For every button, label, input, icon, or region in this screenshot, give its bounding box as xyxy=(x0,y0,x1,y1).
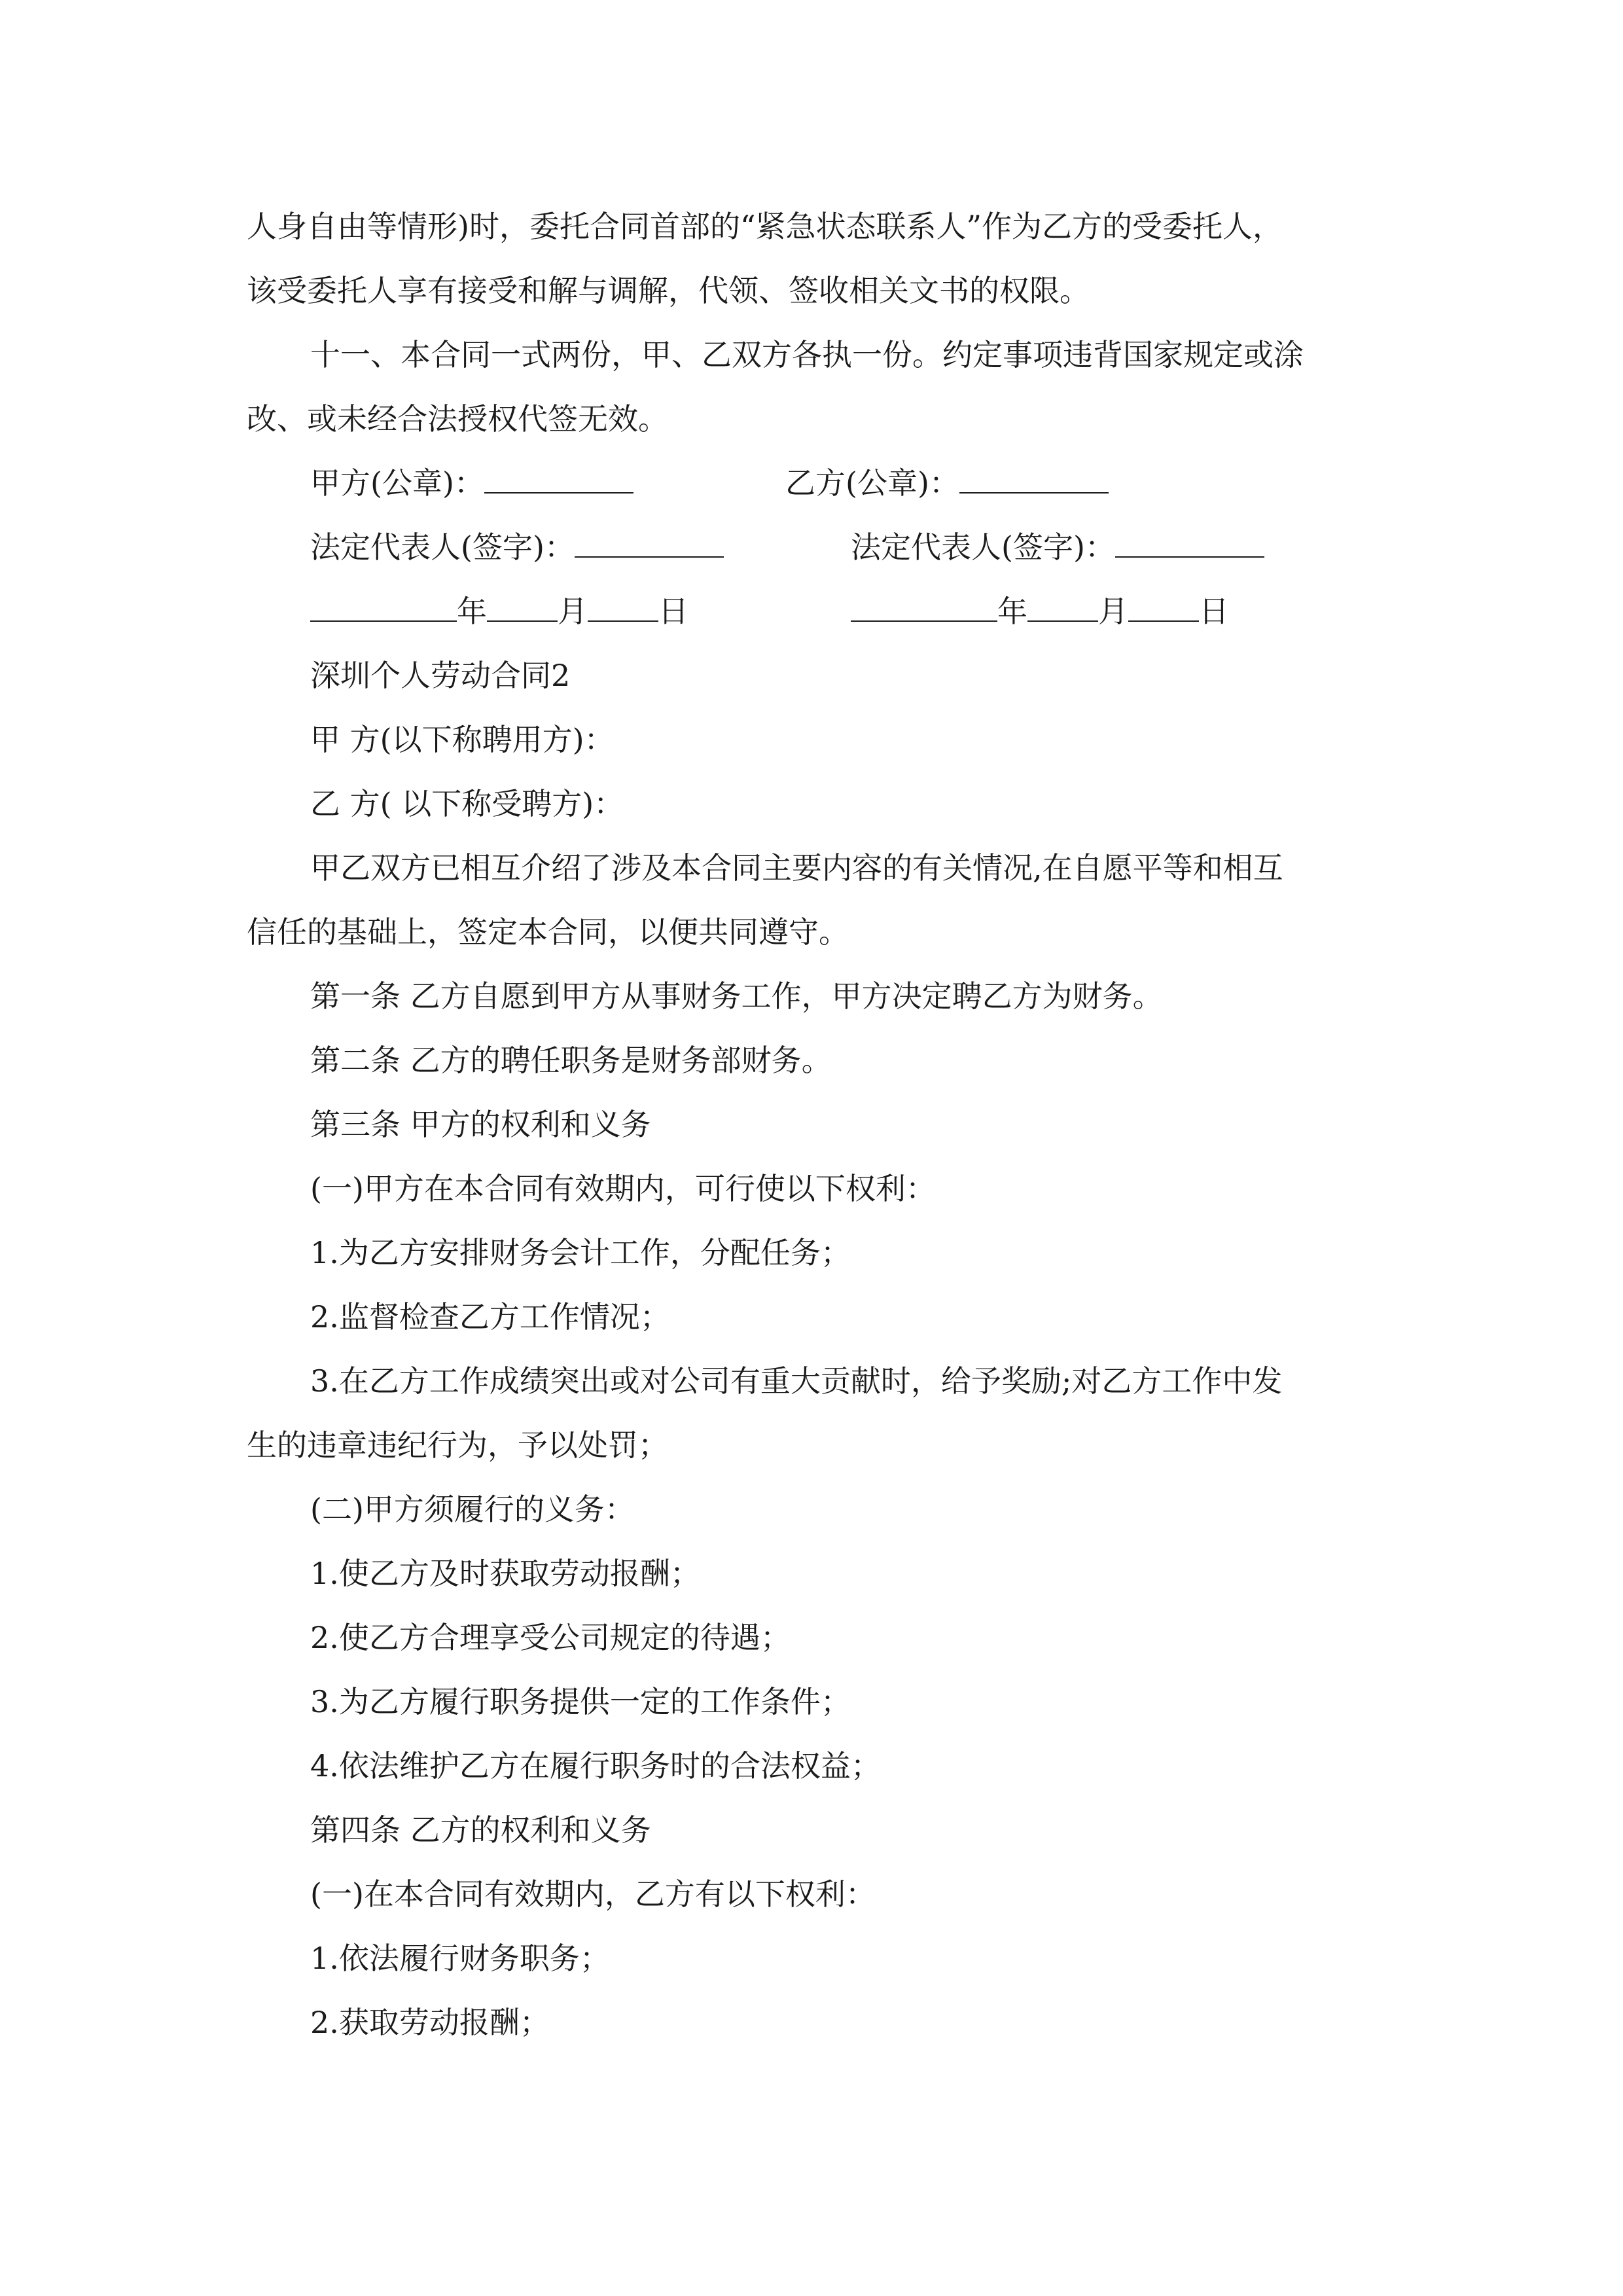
list-item: 2.使乙方合理享受公司规定的待遇； xyxy=(310,1620,791,1655)
article-heading: 第四条 乙方的权利和义务 xyxy=(310,1812,651,1848)
paragraph-line: 人身自由等情形)时，委托合同首部的“紧急状态联系人”作为乙方的受委托人， xyxy=(247,209,1283,244)
article-line: 第二条 乙方的聘任职务是财务部财务。 xyxy=(310,1043,832,1078)
party-b-seal xyxy=(785,463,1109,503)
day-label: 日 xyxy=(1199,594,1229,629)
paragraph-line: 甲乙双方已相互介绍了涉及本合同主要内容的有关情况,在自愿平等和相互 xyxy=(310,850,1283,886)
paragraph-line: 信任的基础上，签定本合同，以便共同遵守。 xyxy=(247,914,849,950)
party-a-representative-blank xyxy=(575,528,724,558)
party-b-line: 乙 方( 以下称受聘方)： xyxy=(310,786,624,821)
list-item: 3.为乙方履行职务提供一定的工作条件； xyxy=(310,1684,851,1719)
year-blank xyxy=(310,592,457,622)
section-heading: (二)甲方须履行的义务： xyxy=(310,1492,635,1527)
year-blank xyxy=(851,592,997,622)
party-a-representative-label: 法定代表人(签字)： xyxy=(310,529,575,565)
list-item: 1.依法履行财务职务； xyxy=(310,1941,610,1976)
month-blank xyxy=(487,592,558,622)
month-label: 月 xyxy=(558,594,588,629)
article-line: 第一条 乙方自愿到甲方从事财务工作，甲方决定聘乙方为财务。 xyxy=(310,978,1163,1014)
party-a-seal xyxy=(310,463,633,503)
clause-eleven-line: 十一、本合同一式两份，甲、乙双方各执一份。约定事项违背国家规定或涂 xyxy=(310,337,1304,372)
day-blank xyxy=(1128,592,1199,622)
section-heading: (一)甲方在本合同有效期内，可行使以下权利： xyxy=(310,1171,936,1206)
party-b-representative xyxy=(851,528,1264,567)
paragraph-line: 该受委托人享有接受和解与调解，代领、签收相关文书的权限。 xyxy=(247,273,1090,308)
party-b-representative-label: 法定代表人(签字)： xyxy=(851,529,1115,565)
party-b-seal-blank xyxy=(959,463,1109,493)
list-item: 2.监督检查乙方工作情况； xyxy=(310,1299,670,1335)
month-label: 月 xyxy=(1098,594,1128,629)
list-item: 1.使乙方及时获取劳动报酬； xyxy=(310,1556,700,1591)
year-label: 年 xyxy=(457,594,487,629)
party-b-seal-label: 乙方(公章)： xyxy=(785,465,959,501)
list-item: 1.为乙方安排财务会计工作，分配任务； xyxy=(310,1235,851,1270)
list-item-continuation: 生的违章违纪行为，予以处罚； xyxy=(247,1427,668,1463)
month-blank xyxy=(1027,592,1098,622)
section-heading: (一)在本合同有效期内，乙方有以下权利： xyxy=(310,1876,876,1912)
contract-title: 深圳个人劳动合同2 xyxy=(310,658,571,693)
party-a-seal-blank xyxy=(484,463,633,493)
paragraph-line: 改、或未经合法授权代签无效。 xyxy=(247,401,668,437)
list-item: 3.在乙方工作成绩突出或对公司有重大贡献时，给予奖励;对乙方工作中发 xyxy=(310,1363,1283,1399)
party-b-representative-blank xyxy=(1115,528,1264,558)
article-heading: 第三条 甲方的权利和义务 xyxy=(310,1107,651,1142)
party-a-date xyxy=(310,592,688,631)
list-item: 2.获取劳动报酬； xyxy=(310,2005,550,2040)
day-label: 日 xyxy=(658,594,688,629)
party-a-line: 甲 方(以下称聘用方)： xyxy=(310,722,615,757)
party-a-representative xyxy=(310,528,724,567)
year-label: 年 xyxy=(997,594,1027,629)
party-a-seal-label: 甲方(公章)： xyxy=(310,465,484,501)
party-b-date xyxy=(851,592,1229,631)
list-item: 4.依法维护乙方在履行职务时的合法权益； xyxy=(310,1748,881,1784)
day-blank xyxy=(588,592,658,622)
